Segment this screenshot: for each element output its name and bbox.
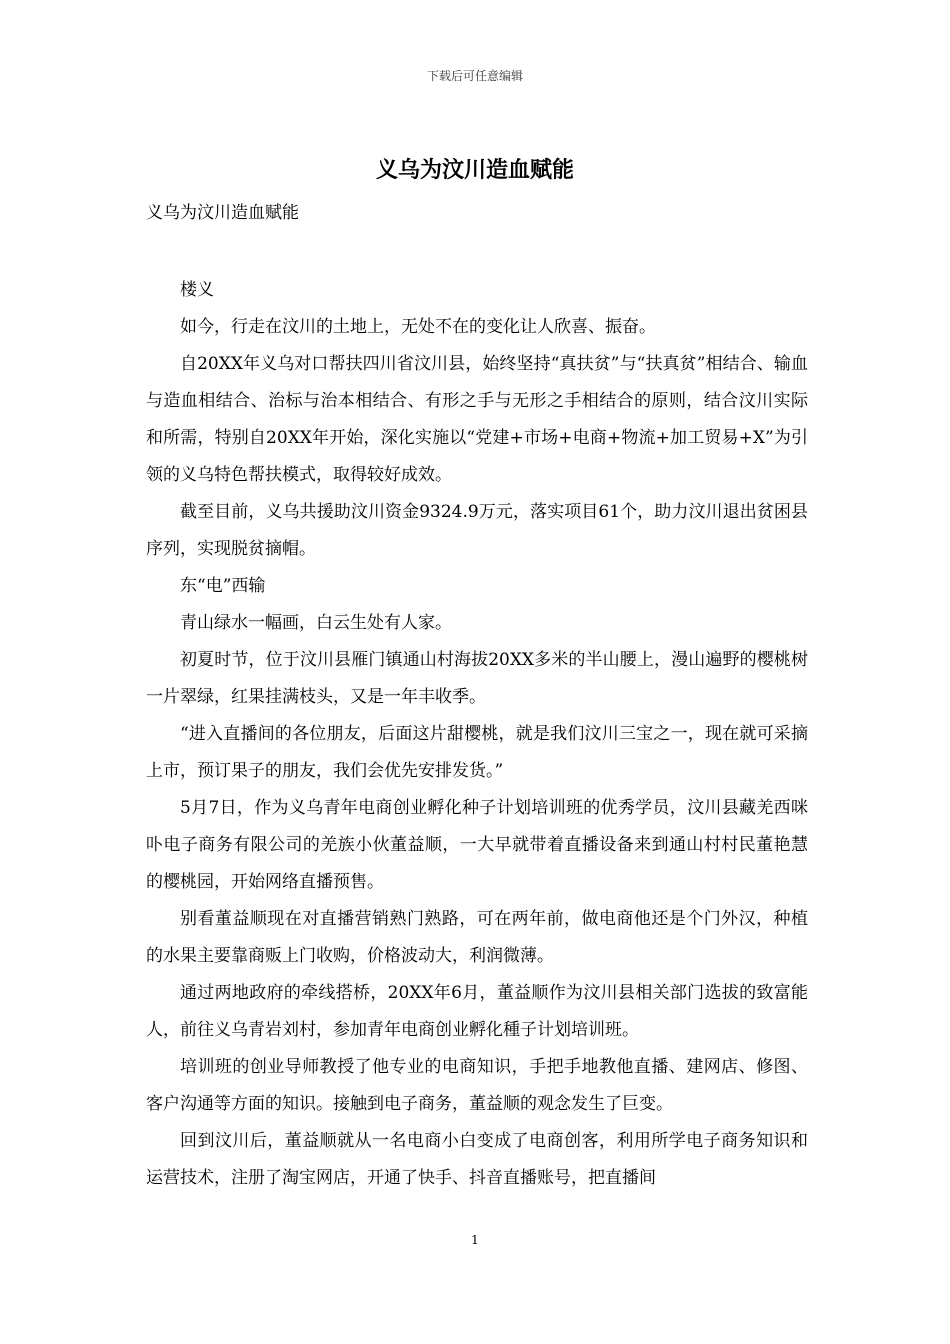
author-line: 楼义 (180, 280, 214, 300)
paragraph: 如今，行走在汶川的土地上，无处不在的变化让人欣喜、振奋。 (180, 317, 656, 337)
page-number: 1 (471, 1233, 479, 1247)
paragraph: 截至目前，义乌共援助汶川资金9324.9万元，落实项目61个，助力汶川退出贫困县序列，实现脱贫摘帽。 (146, 502, 808, 559)
paragraph: 青山绿水一幅画，白云生处有人家。 (180, 613, 452, 633)
document-title: 义乌为汶川造血赋能 (375, 157, 574, 183)
article-body (146, 272, 808, 1197)
section-heading: 东“电”西输 (180, 576, 266, 596)
paragraph: 通过两地政府的牵线搭桥，20XX年6月，董益顺作为汶川县相关部门选拔的致富能人，前往义乌青岩刘村，参加青年电商创业孵化種子计划培训班。 (146, 983, 808, 1040)
paragraph: 别看董益顺现在对直播营销熟门熟路，可在两年前，做电商他还是个门外汉，种植的水果主要靠商贩上门收购，价格波动大，利润微薄。 (146, 909, 808, 966)
document-subtitle: 义乌为汶川造血赋能 (146, 203, 299, 223)
page-header-note: 下载后可任意编辑 (426, 69, 523, 83)
paragraph: 培训班的创业导师教授了他专业的电商知识，手把手地教他直播、建网店、修图、客户沟通等方面的知识。接触到电子商务，董益顺的观念发生了巨变。 (146, 1057, 808, 1114)
paragraph: 回到汶川后，董益顺就从一名电商小白变成了电商创客，利用所学电子商务知识和运营技术，注册了淘宝网店，开通了快手、抖音直播账号，把直播间 (146, 1131, 808, 1188)
paragraph: 自20XX年义乌对口帮扶四川省汶川县，始终坚持“真扶贫”与“扶真贫”相结合、输血与造血相结合、治标与治本相结合、有形之手与无形之手相结合的原则，结合汶川实际和所需，特别自20XX年开始，深化实施以“党建+市场+电商+物流+加工贸易+X”为引领的义乌特色帮扶模式，取得较好成效。 (146, 354, 808, 485)
paragraph: “进入直播间的各位朋友，后面这片甜樱桃，就是我们汶川三宝之一，现在就可采摘上市，预订果子的朋友，我们会优先安排发货。” (146, 724, 808, 781)
paragraph: 5月7日，作为义乌青年电商创业孵化种子计划培训班的优秀学员，汶川县藏羌西咪卟电子商务有限公司的羌族小伙董益顺，一大早就带着直播设备来到通山村村民董艳慧的樱桃园，开始网络直播预售。 (146, 798, 808, 892)
paragraph: 初夏时节，位于汶川县雁门镇通山村海拔20XX多米的半山腰上，漫山遍野的樱桃树一片翠绿，红果挂满枝头，又是一年丰收季。 (146, 650, 808, 707)
